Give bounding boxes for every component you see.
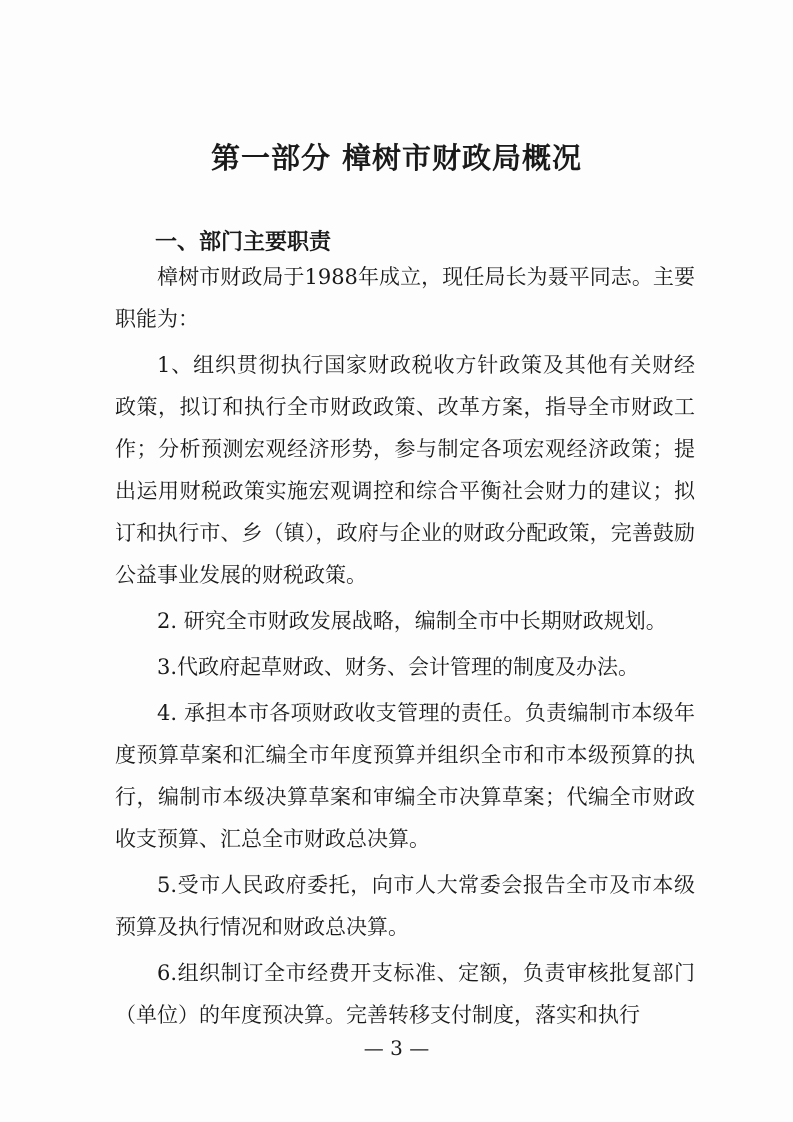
paragraph-duty-4: 4. 承担本市各项财政收支管理的责任。负责编制市本级年度预算草案和汇编全市年度预算并组织全市和市本级预算的执行，编制市本级决算草案和审编全市决算草案；代编全市财政收支预算、汇总全市财政总决算。: [115, 701, 695, 851]
paragraph-duty-2: 2. 研究全市财政发展战略，编制全市中长期财政规划。: [157, 609, 667, 633]
page-title: 第一部分 樟树市财政局概况: [210, 141, 583, 175]
body-text: [115, 256, 695, 1036]
paragraph-duty-1: 1、组织贯彻执行国家财政税收方针政策及其他有关财经政策，拟订和执行全市财政政策、改革方案，指导全市财政工作；分析预测宏观经济形势，参与制定各项宏观经济政策；提出运用财税政策实施宏观调控和综合平衡社会财力的建议；拟订和执行市、乡（镇），政府与企业的财政分配政策，完善鼓励公益事业发展的财税政策。: [115, 353, 695, 587]
paragraph-intro: 樟树市财政局于1988年成立，现任局长为聂平同志。主要职能为：: [115, 265, 695, 331]
paragraph-duty-6: 6.组织制订全市经费开支标准、定额，负责审核批复部门（单位）的年度预决算。完善转移支付制度，落实和执行: [115, 961, 695, 1027]
page-number: — 3 —: [363, 1036, 430, 1060]
paragraph-duty-3: 3.代政府起草财政、财务、会计管理的制度及办法。: [157, 655, 640, 679]
section-heading: 一、部门主要职责: [155, 230, 332, 255]
paragraph-duty-5: 5.受市人民政府委托，向市人大常委会报告全市及市本级预算及执行情况和财政总决算。: [115, 873, 695, 939]
